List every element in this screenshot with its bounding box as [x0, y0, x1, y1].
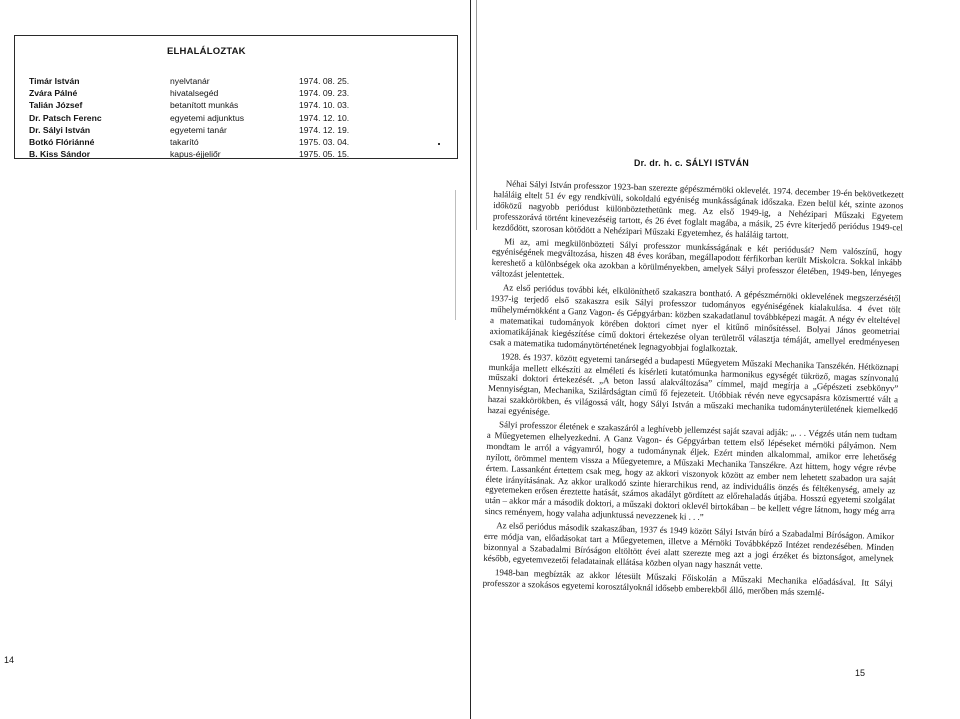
- binding-edge: [470, 0, 471, 719]
- deaths-notice-box: [14, 35, 458, 159]
- date-of-death: 1974. 08. 25.: [299, 76, 350, 86]
- date-of-death: 1974. 09. 23.: [299, 88, 350, 99]
- deaths-notice-row: [29, 124, 449, 136]
- deaths-notice-title: ELHALÁLOZTAK: [167, 46, 246, 57]
- date-of-death: 1974. 10. 03.: [299, 100, 350, 111]
- article-paragraph: 1928. és 1937. között egyetemi tanársegéd a budapesti Műegyetem Műszaki Mechanika Tanszékén. Hétköznapi munkája mellett elkészíti az elméleti és kísérleti kutatómunka harmonikus egységét tükröző, magas színvonalú műszaki doktori értekezését. „A beton lassú alakváltozása” címmel, majd megírja a „Gépészeti zsebkönyv” Mennyiségtan, Mechanika, Szilárdságtan című fő fejezeteit. Utóbbiak révén neve egycsapásra közismertté vált a hazai szakkörökben, és világossá vált, hogy Sályi István a műszaki mechanika tudományterületének kiemelkedő hazai egyénisége.: [487, 350, 900, 417]
- deceased-name: B. Kiss Sándor: [29, 149, 91, 160]
- deaths-notice-row: [29, 75, 449, 87]
- deceased-name: Talián József: [29, 100, 83, 111]
- deceased-name: Timár István: [29, 76, 80, 86]
- deaths-notice-row: [29, 112, 449, 124]
- deaths-notice-row: [29, 87, 449, 99]
- left-page: [0, 0, 470, 719]
- binding-edge-inner: [476, 0, 477, 230]
- article-paragraph: Az első periódus további két, elkülöníthető szakaszra bontható. A gépészmérnöki oklevelének megszerzésétől 1937-ig terjedő első szakaszra esik Sályi professzor tudományos egyéniségének kialakulása. 4 évet tölt műhelymérnökként a Ganz Vagon- és Gépgyárban: közben szakadatlanul továbbképezi magát. A négy év elteltével a matematikai tudományok körében doktori címet nyer el kitűnő minősítéssel. Bolyai János geometriai axiomatikájának kiegészítése című doktori értekezése olyan területről választja témáját, amellyel eredményesen csak a matematika tudománytörténetének legnagyobbjai foglalkoztak.: [489, 282, 901, 354]
- deceased-name: Zvára Pálné: [29, 88, 78, 99]
- deaths-notice-row: [29, 148, 449, 160]
- date-of-death: 1975. 03. 04.: [299, 137, 350, 147]
- date-of-death: 1975. 05. 15.: [299, 149, 350, 160]
- article-paragraph: 1948-ban megbízták az akkor létesült Műszaki Főiskolán a Műszaki Mechanika előadásával. Itt Sályi professzor a szokásos egyetemi korosztályoknál idősebb emberekből álló, merőben más szemlé-: [482, 566, 893, 598]
- article-paragraph: Az első periódus második szakaszában, 1937 és 1949 között Sályi István bíró a Szabadalmi Bíróságon. Amikor erre módja van, előadásokat tart a Műegyetemen, illetve a Mérnöki Továbbképző Intézet rendezésében. Minden bizonnyal a Szabadalmi Bíróságon eltöltött évei alatt szerezte meg azt a jogi érzéket és biztonságot, amelynek később, egyetemvezetői feladatainak ellátása közben olyan nagy hasznát vette.: [483, 520, 895, 571]
- column-rule: [455, 190, 456, 320]
- deaths-notice-row: [29, 136, 449, 148]
- deceased-occupation: nyelvtanár: [170, 76, 210, 86]
- print-speck: [438, 143, 440, 145]
- deceased-occupation: egyetemi adjunktus: [170, 112, 245, 123]
- article-body: [482, 178, 903, 603]
- deceased-occupation: kapus-éjjeliőr: [170, 149, 221, 160]
- page-number-right: 15: [855, 668, 866, 678]
- right-page: [470, 0, 960, 719]
- article-title: Dr. dr. h. c. SÁLYI ISTVÁN: [634, 158, 750, 168]
- deceased-occupation: egyetemi tanár: [170, 124, 227, 135]
- deceased-name: Dr. Patsch Ferenc: [29, 112, 102, 123]
- date-of-death: 1974. 12. 10.: [299, 112, 350, 123]
- article-paragraph: Sályi professzor életének e szakaszáról a leghívebb jellemzést saját szavai adják: „. . . Végzés után nem tudtam a Műegyetemen elhelyezkedni. A Ganz Vagon- és Gépgyárban tettem első lépéseket mérnöki pályámon. Nem mondtam le arról a vágyamról, hogy a tudománynak éljek. Ezért minden alkalommal, amikor erre lehetőség nyílott, örömmel mentem vissza a Műegyetemre, a Műszaki Mechanika Tanszékre. Azt hittem, hogy végre révbe értem. Lassanként értettem csak meg, hogy az akkori viszonyok között az ember nem lehetett szabadon ura saját élete irányításának. Az akkor uralkodó szinte hierarchikus rend, az individuális önzés és féltékenység, amely az egyetemeken erősen éreztette hatását, számos akadályt gördített az előrehaladás útjába. Hosszú egyetemi szolgálat után – akkor már a második doktori, a műszaki doktori oklevél birtokában – be kellett végre látnom, hogy még arra sincs reményem, hogy valaha adjunktussá nevezzenek ki . . .”: [484, 419, 898, 523]
- deceased-name: Dr. Sályi István: [29, 124, 91, 135]
- article-paragraph: Néhai Sályi István professzor 1923-ban szerezte gépészmérnöki oklevelét. 1974. december 19-én bekövetkezett haláláig eltelt 51 év egy rendkívüli, sokoldalú egyéniség munkásságának időszaka. Ezen belül két, szinte azonos időközű nagyobb periódust különböztethetünk meg. Az első 1949-ig, a Nehézipari Műszaki Egyetem professzorává történt kinevezéséig tartott, és 26 évet foglalt magába, a másik, 25 évre kiterjedő periódus 1949-cel kezdődött, szorosan kötődött a Nehézipari Műszaki Egyetemhez, és haláláig tartott.: [492, 178, 904, 240]
- deaths-notice-row: [29, 99, 449, 111]
- deceased-occupation: takarító: [170, 137, 199, 147]
- deceased-name: Botkó Flóriánné: [29, 137, 95, 147]
- deceased-occupation: hivatalsegéd: [170, 88, 219, 99]
- page-number-left: 14: [4, 655, 15, 665]
- deceased-occupation: betanított munkás: [170, 100, 239, 111]
- date-of-death: 1974. 12. 19.: [299, 124, 350, 135]
- article-paragraph: Mi az, ami megkülönbözteti Sályi professzor munkásságának e két periódusát? Nem valószínű, hogy egyéniségének megváltozása, hiszen 48 éves korában, megállapodott férfikorban került Miskolcra. Sokkal inkább kereshető a különbségek oka azokban a körülményekben, amelyek Sályi professzor életében, 1949-ben, lényeges változást jelentettek.: [491, 235, 903, 281]
